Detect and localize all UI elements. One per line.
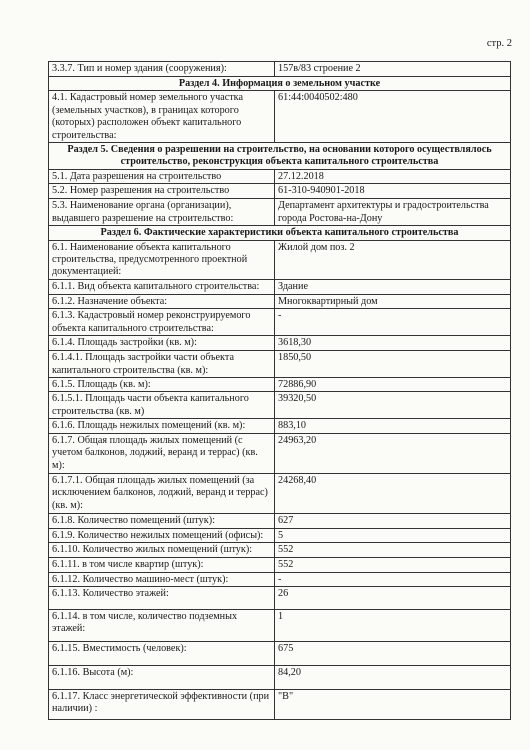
field-label: 6.1.7.1. Общая площадь жилых помещений (за исключением балконов, лоджий, веранд и террас) (кв. м): (49, 473, 275, 513)
field-value: Жилой дом поз. 2 (275, 240, 511, 279)
field-value: 1850,50 (275, 351, 511, 378)
field-label: 4.1. Кадастровый номер земельного участка (земельных участков), в границах которого (которых) расположен объект капитального строительства: (49, 91, 275, 143)
table-row (49, 513, 511, 528)
section-title: Раздел 5. Сведения о разрешении на строительство, на основании которого осуществлялось строительство, реконструкция объекта капитального строительства (49, 143, 511, 170)
field-value: 675 (275, 641, 511, 665)
table-row (49, 433, 511, 473)
field-value: 61-310-940901-2018 (275, 184, 511, 199)
field-label: 6.1. Наименование объекта капитального строительства, предусмотренного проектной документацией: (49, 240, 275, 279)
field-label: 6.1.5.1. Площадь части объекта капитального строительства (кв. м) (49, 392, 275, 419)
section-header-row (49, 143, 511, 170)
field-label: 6.1.1. Вид объекта капитального строительства: (49, 279, 275, 294)
table-row (49, 336, 511, 351)
field-value: 26 (275, 586, 511, 609)
table-row (49, 184, 511, 199)
field-value: 552 (275, 558, 511, 572)
field-label: 6.1.12. Количество машино-мест (штук): (49, 572, 275, 586)
field-label: 6.1.7. Общая площадь жилых помещений (с учетом балконов, лоджий, веранд и террас) (кв. м): (49, 433, 275, 473)
field-value: 5 (275, 528, 511, 542)
section-header-row (49, 77, 511, 91)
table-row (49, 641, 511, 665)
field-value: - (275, 572, 511, 586)
table-row (49, 309, 511, 336)
field-label: 3.3.7. Тип и номер здания (сооружения): (49, 62, 275, 77)
field-label: 5.1. Дата разрешения на строительство (49, 169, 275, 183)
field-label: 6.1.10. Количество жилых помещений (штук): (49, 543, 275, 558)
field-label: 6.1.11. в том числе квартир (штук): (49, 558, 275, 572)
section-title: Раздел 6. Фактические характеристики объекта капитального строительства (49, 226, 511, 240)
field-value: 627 (275, 513, 511, 528)
table-row (49, 169, 511, 183)
field-value: 27.12.2018 (275, 169, 511, 183)
table-row (49, 586, 511, 609)
table-row (49, 351, 511, 378)
table-row (49, 572, 511, 586)
table-row (49, 279, 511, 294)
section-title: Раздел 4. Информация о земельном участке (49, 77, 511, 91)
field-value: 72886,90 (275, 377, 511, 391)
table-row (49, 199, 511, 226)
table-row (49, 609, 511, 641)
field-label: 6.1.4.1. Площадь застройки части объекта капитального строительства (кв. м): (49, 351, 275, 378)
field-value: 24268,40 (275, 473, 511, 513)
table-row (49, 419, 511, 433)
field-label: 6.1.13. Количество этажей: (49, 586, 275, 609)
field-label: 6.1.6. Площадь нежилых помещений (кв. м): (49, 419, 275, 433)
field-value: "В" (275, 689, 511, 719)
document-table (48, 61, 511, 720)
field-label: 6.1.5. Площадь (кв. м): (49, 377, 275, 391)
field-label: 6.1.15. Вместимость (человек): (49, 641, 275, 665)
field-value: 1 (275, 609, 511, 641)
table-row (49, 294, 511, 308)
document-table-body (49, 62, 511, 720)
field-value: 39320,50 (275, 392, 511, 419)
field-value: 84,20 (275, 665, 511, 689)
field-value: 883,10 (275, 419, 511, 433)
field-value: Здание (275, 279, 511, 294)
table-row (49, 528, 511, 542)
page-number: стр. 2 (486, 38, 512, 49)
table-row (49, 543, 511, 558)
field-value: Многоквартирный дом (275, 294, 511, 308)
table-row (49, 392, 511, 419)
field-value: 24963,20 (275, 433, 511, 473)
field-value: 3618,30 (275, 336, 511, 351)
field-label: 5.3. Наименование органа (организации), выдавшего разрешение на строительство: (49, 199, 275, 226)
table-row (49, 91, 511, 143)
field-label: 6.1.3. Кадастровый номер реконструируемого объекта капитального строительства: (49, 309, 275, 336)
field-label: 6.1.17. Класс энергетической эффективности (при наличии) : (49, 689, 275, 719)
table-row (49, 473, 511, 513)
field-label: 6.1.8. Количество помещений (штук): (49, 513, 275, 528)
table-row (49, 240, 511, 279)
table-row (49, 665, 511, 689)
field-label: 6.1.2. Назначение объекта: (49, 294, 275, 308)
table-row (49, 377, 511, 391)
field-value: - (275, 309, 511, 336)
field-label: 6.1.4. Площадь застройки (кв. м): (49, 336, 275, 351)
section-header-row (49, 226, 511, 240)
table-row (49, 689, 511, 719)
field-value: 157в/83 строение 2 (275, 62, 511, 77)
field-label: 6.1.16. Высота (м): (49, 665, 275, 689)
field-value: Департамент архитектуры и градостроительства города Ростова-на-Дону (275, 199, 511, 226)
field-label: 6.1.9. Количество нежилых помещений (офисы): (49, 528, 275, 542)
field-value: 552 (275, 543, 511, 558)
table-row (49, 62, 511, 77)
field-label: 5.2. Номер разрешения на строительство (49, 184, 275, 199)
field-value: 61:44:0040502:480 (275, 91, 511, 143)
field-label: 6.1.14. в том числе, количество подземных этажей: (49, 609, 275, 641)
table-row (49, 558, 511, 572)
